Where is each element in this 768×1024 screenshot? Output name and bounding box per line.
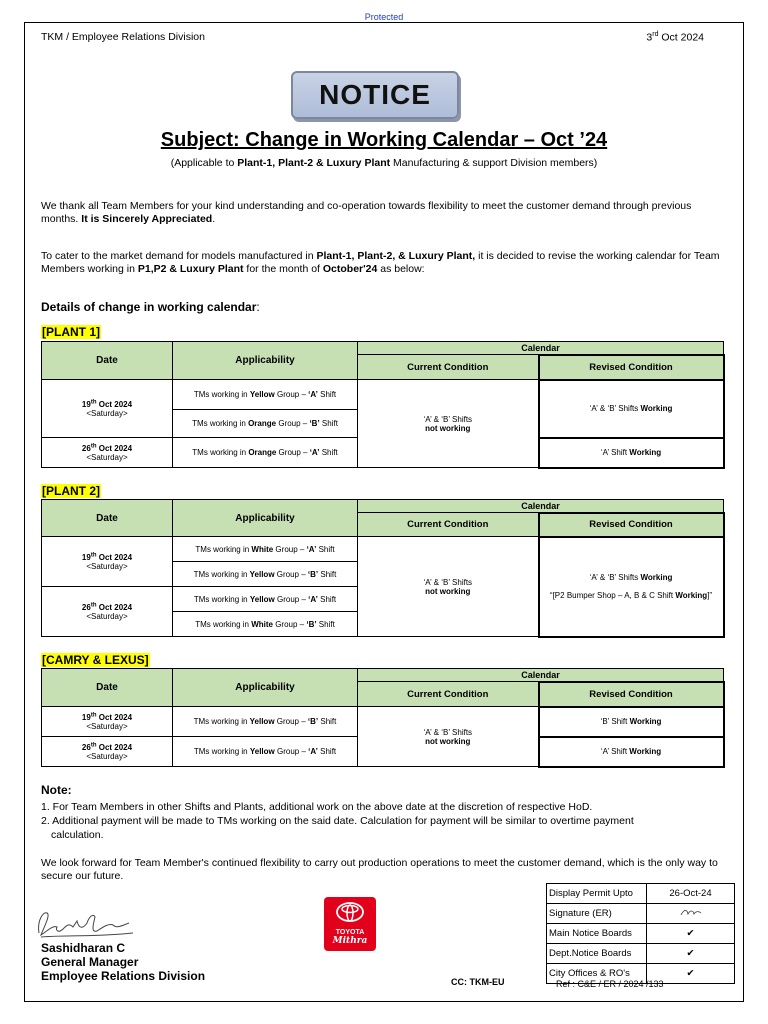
revised-condition-cell: ‘A’ Shift Working xyxy=(539,737,724,767)
permit-value: 26-Oct-24 xyxy=(647,884,735,904)
applicability-cell: TMs working in White Group – ‘A’ Shift xyxy=(173,537,358,562)
division-header: TKM / Employee Relations Division xyxy=(41,31,205,43)
thanks-paragraph: We thank all Team Members for your kind understanding and co-operation towards flexibility to meet the customer demand through previous months. It is Sincerely Appreciated. xyxy=(41,200,692,225)
camry-lexus-label: [CAMRY & LEXUS] xyxy=(42,653,149,667)
notice-date: 3rd Oct 2024 xyxy=(646,31,704,44)
display-permit-table xyxy=(546,883,735,984)
applicability-cell: TMs working in Yellow Group – ‘B’ Shift xyxy=(173,707,358,737)
plant2-table xyxy=(41,499,725,638)
current-condition-header: Current Condition xyxy=(358,513,539,537)
revised-condition-cell: ‘A’ Shift Working xyxy=(539,438,724,468)
note-title: Note: xyxy=(41,783,72,797)
applicability-cell: TMs working in Yellow Group – ‘A’ Shift xyxy=(173,737,358,767)
cc-line: CC: TKM-EU xyxy=(451,977,505,987)
permit-label: City Offices & RO's xyxy=(547,964,647,984)
closing-paragraph: We look forward for Team Member's continued flexibility to carry out production operations to meet the customer demand, which is the only way to secure our future. xyxy=(41,857,718,882)
plant2-label: [PLANT 2] xyxy=(42,484,100,498)
initials-signature-image xyxy=(679,907,703,917)
calendar-header: Calendar xyxy=(358,669,724,682)
revised-condition-cell: ‘A’ & ‘B’ Shifts Working “[P2 Bumper Shop – A, B & C Shift Working]” xyxy=(539,537,724,637)
applicability-header: Applicability xyxy=(173,500,358,537)
protected-label: Protected xyxy=(364,12,404,22)
signatory-name: Sashidharan C xyxy=(41,941,126,955)
reference-number: Ref : C&E / ER / 2024 /133 xyxy=(556,979,664,989)
checkmark-icon: ✔ xyxy=(647,964,735,984)
permit-signature xyxy=(647,904,735,924)
subject-heading: Subject: Change in Working Calendar – Oct ’24 xyxy=(160,129,608,151)
date-header: Date xyxy=(42,669,173,707)
applicability-line: (Applicable to Plant-1, Plant-2 & Luxury Plant Manufacturing & support Division members) xyxy=(170,157,598,169)
current-condition-header: Current Condition xyxy=(358,682,539,707)
logo-sub: Mithra xyxy=(332,936,368,946)
date-cell: 26th Oct 2024 <Saturday> xyxy=(42,587,173,637)
date-cell: 19th Oct 2024 <Saturday> xyxy=(42,537,173,587)
date-cell: 26th Oct 2024 <Saturday> xyxy=(42,438,173,468)
checkmark-icon: ✔ xyxy=(647,924,735,944)
permit-label: Main Notice Boards xyxy=(547,924,647,944)
date-cell: 26th Oct 2024 <Saturday> xyxy=(42,737,173,767)
applicability-cell: TMs working in Yellow Group – ‘B’ Shift xyxy=(173,562,358,587)
applicability-cell: TMs working in Orange Group – ‘A’ Shift xyxy=(173,438,358,468)
calendar-header: Calendar xyxy=(358,342,724,355)
signature-image xyxy=(33,903,143,943)
details-heading: Details of change in working calendar: xyxy=(41,300,260,314)
signatory-division: Employee Relations Division xyxy=(41,969,206,983)
note-item: 1. For Team Members in other Shifts and Plants, additional work on the above date at the discretion of respective HoD. xyxy=(41,801,593,813)
toyota-emblem-icon xyxy=(335,901,365,923)
toyota-mithra-logo xyxy=(324,897,376,951)
signatory-block xyxy=(41,941,205,983)
revised-condition-cell: ‘B’ Shift Working xyxy=(539,707,724,737)
signatory-title: General Manager xyxy=(41,955,139,969)
checkmark-icon: ✔ xyxy=(647,944,735,964)
date-cell: 19th Oct 2024 <Saturday> xyxy=(42,707,173,737)
applicability-cell: TMs working in Yellow Group – ‘A’ Shift xyxy=(173,380,358,410)
note-item-continued: calculation. xyxy=(51,829,104,841)
plant1-table xyxy=(41,341,725,469)
revised-condition-cell: ‘A’ & ‘B’ Shifts Working xyxy=(539,380,724,438)
revised-condition-header: Revised Condition xyxy=(539,513,724,537)
camry-lexus-table xyxy=(41,668,725,768)
notice-banner: NOTICE xyxy=(291,71,459,119)
permit-row xyxy=(547,924,735,944)
permit-row xyxy=(547,884,735,904)
date-cell: 19th Oct 2024 <Saturday> xyxy=(42,380,173,438)
note-list xyxy=(41,800,641,842)
revision-paragraph: To cater to the market demand for models manufactured in Plant-1, Plant-2, & Luxury Plant, it is decided to revise the working calendar for Team Members working in P1,P2 & Luxury Plant for the month of October'24 as below: xyxy=(41,250,720,275)
applicability-cell: TMs working in Orange Group – ‘B’ Shift xyxy=(173,410,358,438)
applicability-header: Applicability xyxy=(173,342,358,380)
plant1-label: [PLANT 1] xyxy=(42,325,100,339)
applicability-cell: TMs working in Yellow Group – ‘A’ Shift xyxy=(173,587,358,612)
revised-condition-header: Revised Condition xyxy=(539,682,724,707)
applicability-cell: TMs working in White Group – ‘B’ Shift xyxy=(173,612,358,637)
note-item: 2. Additional payment will be made to TMs working on the said date. Calculation for payment will be similar to overtime payment xyxy=(41,815,634,827)
permit-row xyxy=(547,944,735,964)
applicability-header: Applicability xyxy=(173,669,358,707)
permit-label: Dept.Notice Boards xyxy=(547,944,647,964)
logo-brand: TOYOTA xyxy=(335,929,365,936)
permit-label: Display Permit Upto xyxy=(547,884,647,904)
date-header: Date xyxy=(42,342,173,380)
current-condition-header: Current Condition xyxy=(358,355,539,380)
current-condition-cell: ‘A’ & ‘B’ Shifts not working xyxy=(358,380,539,468)
current-condition-cell: ‘A’ & ‘B’ Shifts not working xyxy=(358,537,539,637)
revised-condition-header: Revised Condition xyxy=(539,355,724,380)
calendar-header: Calendar xyxy=(358,500,724,513)
permit-label: Signature (ER) xyxy=(547,904,647,924)
current-condition-cell: ‘A’ & ‘B’ Shifts not working xyxy=(358,707,539,767)
date-header: Date xyxy=(42,500,173,537)
permit-row xyxy=(547,904,735,924)
